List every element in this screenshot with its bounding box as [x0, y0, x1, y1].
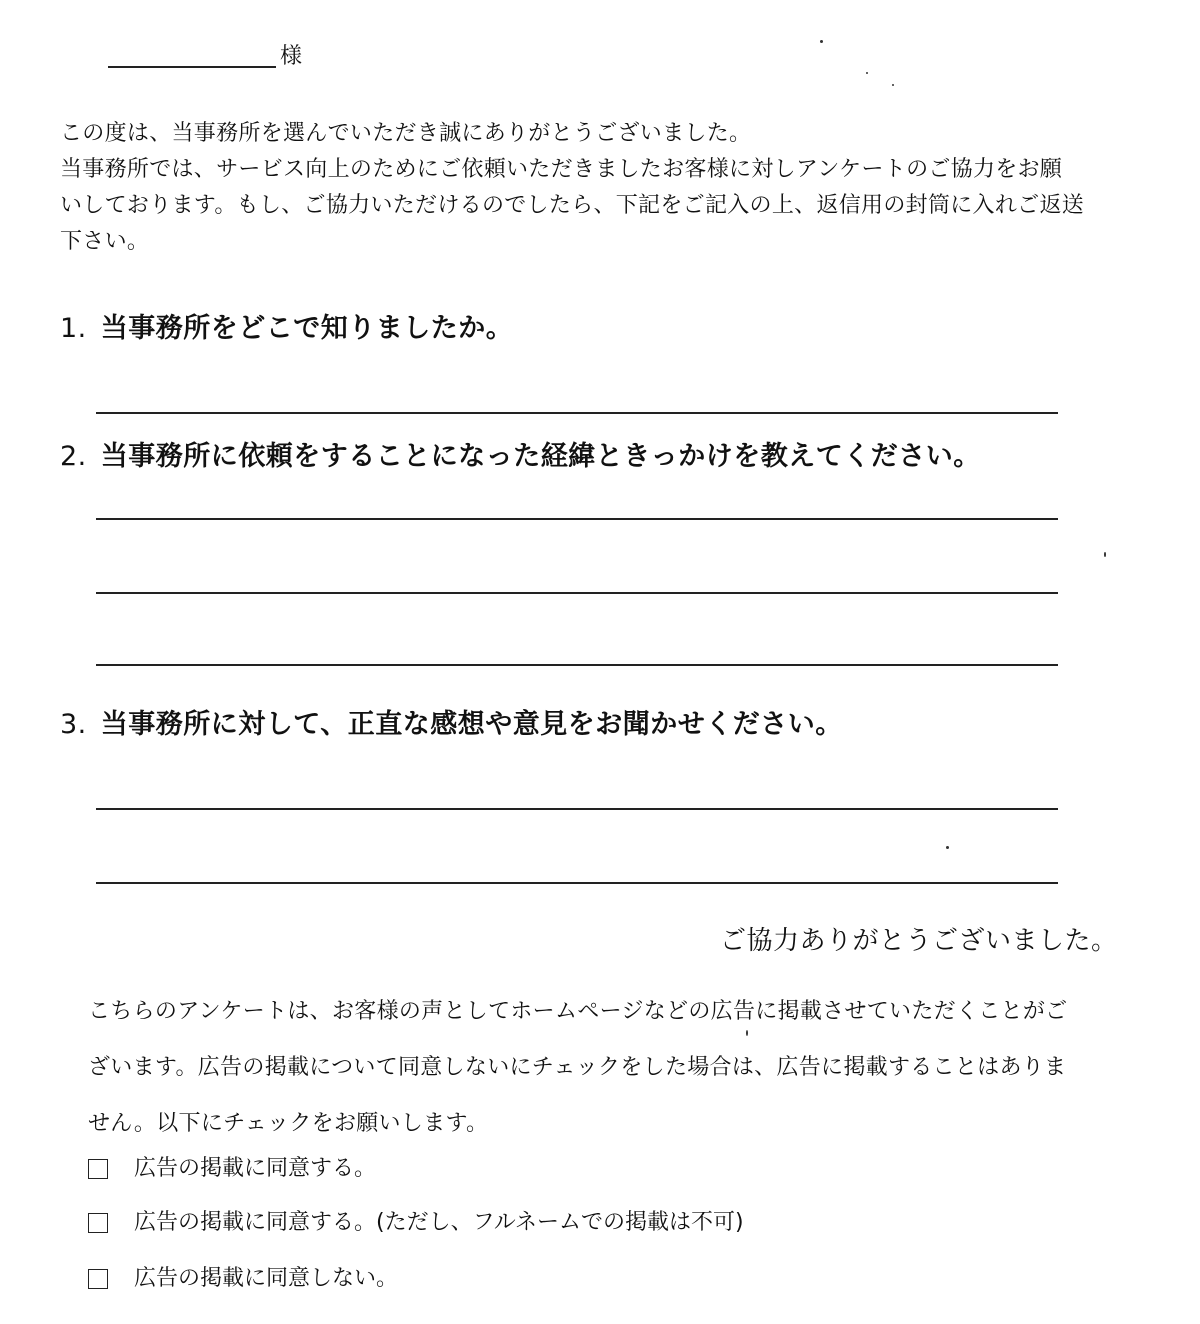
intro-line: この度は、当事務所を選んでいただき誠にありがとうございました。	[60, 121, 752, 146]
answer-line-q3[interactable]	[96, 808, 1058, 810]
checkbox[interactable]	[88, 1159, 108, 1179]
consent-paragraph	[88, 984, 1128, 1152]
thanks-message: ご協力ありがとうございました。	[720, 926, 1118, 956]
question-3	[60, 708, 843, 742]
question-1	[60, 312, 513, 346]
addressee-name-field[interactable]	[108, 66, 276, 68]
scan-speck	[946, 846, 949, 849]
scan-speck	[1104, 552, 1106, 557]
checkbox[interactable]	[88, 1269, 108, 1289]
scan-speck	[820, 40, 823, 43]
answer-line-q1[interactable]	[96, 412, 1058, 414]
scan-speck	[892, 84, 894, 86]
intro-line: 当事務所では、サービス向上のためにご依頼いただきましたお客様に対しアンケートのご協力をお願	[60, 157, 1063, 182]
consent-line: せん。以下にチェックをお願いします。	[88, 1111, 489, 1136]
question-text: 当事務所に対して、正直な感想や意見をお聞かせください。	[100, 709, 843, 740]
intro-line: いしております。もし、ご協力いただけるのでしたら、下記をご記入の上、返信用の封筒に入れご返送	[60, 193, 1085, 218]
question-text: 当事務所をどこで知りましたか。	[100, 313, 514, 344]
answer-line-q2[interactable]	[96, 664, 1058, 666]
question-number: 1.	[60, 313, 87, 344]
answer-line-q2[interactable]	[96, 518, 1058, 520]
option-label: 広告の掲載に同意する。	[134, 1156, 377, 1181]
scan-speck	[866, 72, 868, 74]
consent-option-agree	[88, 1154, 376, 1184]
question-text: 当事務所に依頼をすることになった経緯ときっかけを教えてください。	[100, 441, 981, 472]
consent-line: ざいます。広告の掲載について同意しないにチェックをした場合は、広告に掲載することはありま	[88, 1055, 1067, 1080]
consent-option-disagree	[88, 1264, 398, 1294]
option-label: 広告の掲載に同意する。(ただし、フルネームでの掲載は不可)	[134, 1210, 744, 1235]
question-number: 2.	[60, 441, 87, 472]
intro-line: 下さい。	[60, 229, 150, 254]
addressee-suffix: 様	[280, 44, 303, 69]
scan-speck	[746, 1030, 748, 1036]
consent-option-agree-no-fullname	[88, 1208, 744, 1238]
option-label: 広告の掲載に同意しない。	[134, 1266, 399, 1291]
question-number: 3.	[60, 709, 87, 740]
answer-line-q2[interactable]	[96, 592, 1058, 594]
answer-line-q3[interactable]	[96, 882, 1058, 884]
intro-paragraph	[60, 116, 1140, 260]
question-2	[60, 440, 981, 474]
consent-line: こちらのアンケートは、お客様の声としてホームページなどの広告に掲載させていただくことがご	[88, 999, 1068, 1024]
checkbox[interactable]	[88, 1213, 108, 1233]
